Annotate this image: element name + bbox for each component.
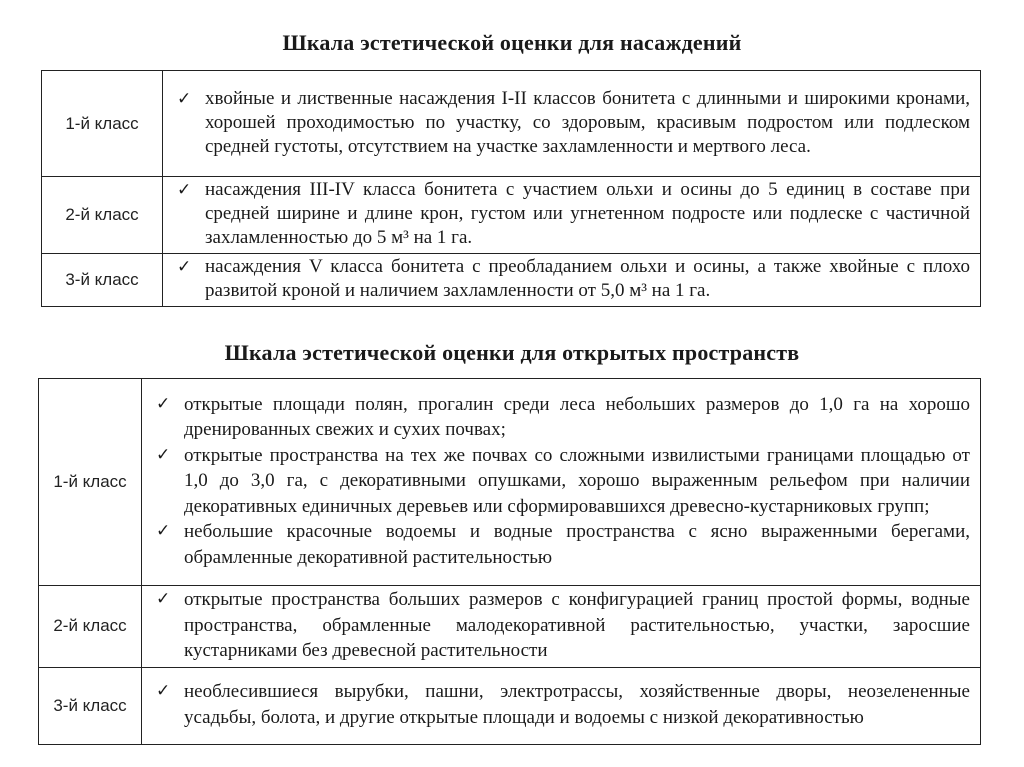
- list-item: ✓ хвойные и лиственные насаждения I-II классов бонитета с длинными и широкими кронами, хорошей проходимостью по участку, со здоровым, красивым подростом или подлеском средней густоты, отсутствием на участке захламленности и мертвого леса.: [177, 87, 970, 157]
- title-plantings: Шкала эстетической оценки для насаждений: [282, 30, 742, 55]
- check-icon: ✓: [156, 444, 171, 465]
- list-item: ✓ небольшие красочные водоемы и водные пространства с ясно выраженными берегами, обрамленные декоративной растительностью: [156, 521, 970, 568]
- class-description: [142, 379, 981, 586]
- class-label: 2-й класс: [42, 177, 163, 254]
- list-item: ✓ необлесившиеся вырубки, пашни, электротрассы, хозяйственные дворы, неозелененные усадьбы, болота, и другие открытые площади и водоемы с низкой декоративностью: [156, 681, 970, 728]
- list-item: ✓ открытые пространства больших размеров с конфигурацией границ простой формы, водные пространства, обрамленные малодекоративной растительностью, участки, заросшие кустарниками без древесной растительности: [156, 589, 970, 661]
- class-description: [163, 71, 981, 177]
- open-spaces-scale-table: [38, 378, 981, 745]
- table-row: [42, 177, 981, 254]
- check-icon: ✓: [177, 180, 192, 200]
- class-label: 1-й класс: [42, 71, 163, 177]
- class-description: [142, 586, 981, 668]
- list-item: ✓ насаждения III-IV класса бонитета с участием ольхи и осины до 5 единиц в составе при средней ширине и длине крон, густом или угнетенном подросте или подлеске с частичной захламленностью до 5 м³ на 1 га.: [177, 179, 970, 248]
- check-icon: ✓: [156, 393, 171, 414]
- check-icon: ✓: [177, 257, 192, 277]
- check-icon: ✓: [156, 589, 171, 609]
- class-label: 3-й класс: [42, 254, 163, 307]
- class-label: 2-й класс: [39, 586, 142, 668]
- table-row: [39, 379, 981, 586]
- table-row: [42, 71, 981, 177]
- list-item: ✓ открытые пространства на тех же почвах со сложными извилистыми границами площадью от 1,0 до 3,0 га, с декоративными опушками, хорошо выраженным рельефом при наличии декоративных единичных деревьев или сформировавшихся древесно-кустарниковых групп;: [156, 444, 970, 517]
- list-item: ✓ насаждения V класса бонитета с преобладанием ольхи и осины, а также хвойные с плохо развитой кроной и наличием захламленности от 5,0 м³ на 1 га.: [177, 256, 970, 301]
- list-item: ✓ открытые площади полян, прогалин среди леса небольших размеров до 1,0 га на хорошо дренированных свежих и сухих почвах;: [156, 393, 970, 441]
- table-row: [39, 667, 981, 744]
- plantings-scale-table: [41, 70, 981, 307]
- class-description: [142, 667, 981, 744]
- class-label: 3-й класс: [39, 667, 142, 744]
- class-description: [163, 177, 981, 254]
- table-row: [39, 586, 981, 668]
- class-label: 1-й класс: [39, 379, 142, 586]
- table-row: [42, 254, 981, 307]
- title-open-spaces: Шкала эстетической оценки для открытых пространств: [224, 340, 800, 365]
- check-icon: ✓: [177, 88, 192, 109]
- class-description: [163, 254, 981, 307]
- check-icon: ✓: [156, 521, 171, 542]
- check-icon: ✓: [156, 681, 171, 701]
